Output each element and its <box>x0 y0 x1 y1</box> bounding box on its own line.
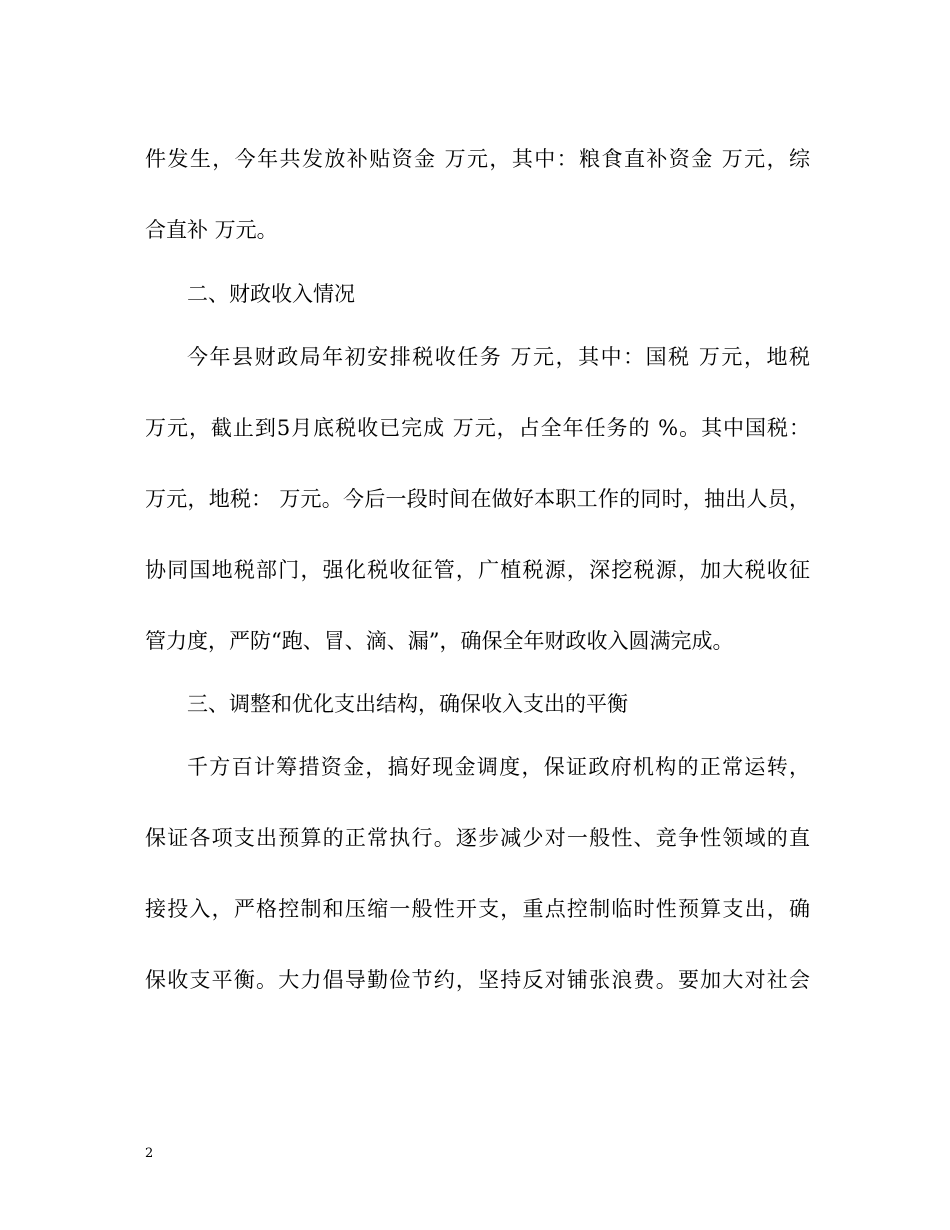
text-line-11: 保证各项支出预算的正常执行。逐步减少对一般性、竞争性领域的直 <box>145 826 810 850</box>
text-line-4: 今年县财政局年初安排税收任务 万元，其中：国税 万元，地税 <box>187 345 810 369</box>
page-number: 2 <box>145 1146 154 1161</box>
text-line-8: 管力度，严防“跑、冒、滴、漏”，确保全年财政收入圆满完成。 <box>145 629 734 653</box>
text-line-10: 千方百计筹措资金，搞好现金调度，保证政府机构的正常运转， <box>187 755 810 779</box>
text-line-12: 接投入，严格控制和压缩一般性开支，重点控制临时性预算支出，确 <box>145 897 810 921</box>
text-line-1: 件发生，今年共发放补贴资金 万元，其中：粮食直补资金 万元，综 <box>145 147 810 171</box>
text-line-6: 万元，地税： 万元。今后一段时间在做好本职工作的同时，抽出人员， <box>145 487 810 511</box>
text-line-2: 合直补 万元。 <box>145 218 278 242</box>
section-heading-3: 三、调整和优化支出结构，确保收入支出的平衡 <box>187 692 628 716</box>
text-line-7: 协同国地税部门，强化税收征管，广植税源，深挖税源，加大税收征 <box>145 558 810 582</box>
text-line-13: 保收支平衡。大力倡导勤俭节约，坚持反对铺张浪费。要加大对社会 <box>145 968 810 992</box>
section-heading-2: 二、财政收入情况 <box>187 282 355 306</box>
text-line-5: 万元，截止到5月底税收已完成 万元，占全年任务的 %。其中国税： <box>145 416 810 440</box>
